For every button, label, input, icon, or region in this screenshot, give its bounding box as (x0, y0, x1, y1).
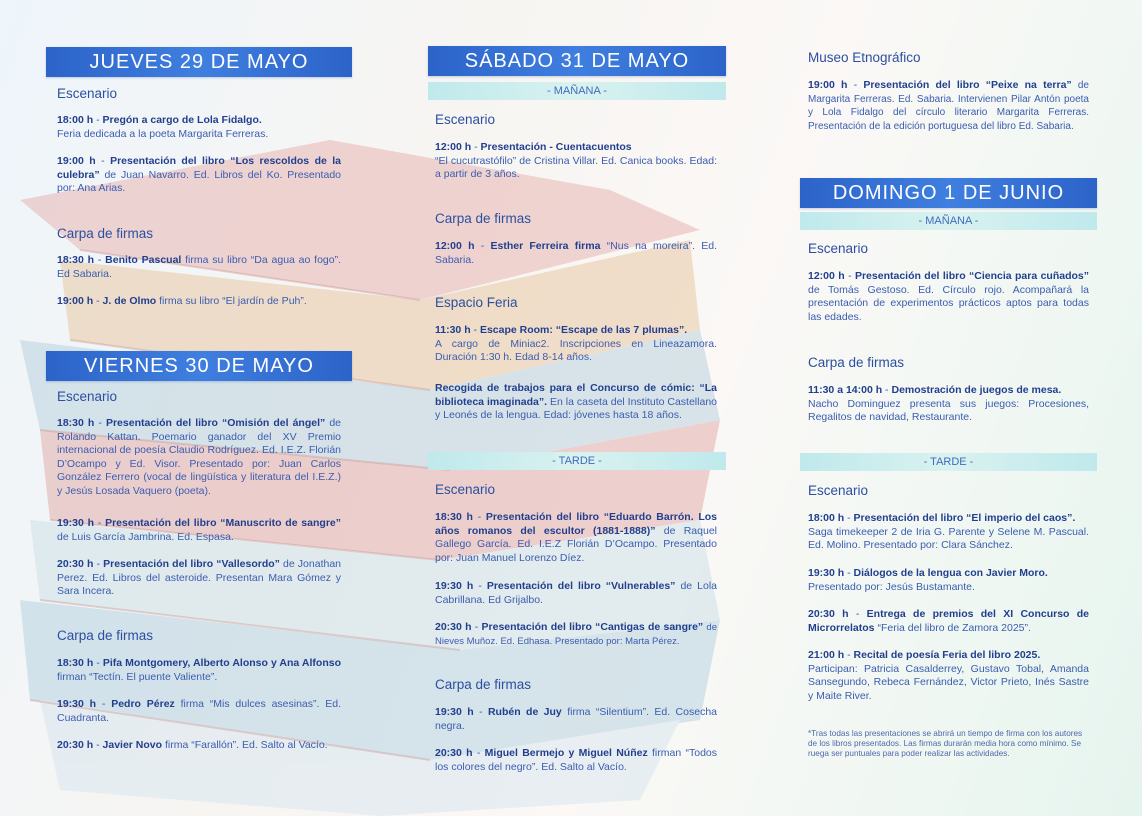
event-time: 11:30 h (435, 324, 471, 336)
event-entry: 12:00 h - Esther Ferreira firma “Nus na moreira”. Ed. Sabaria. (435, 240, 717, 266)
event-entry: 19:30 h - Presentación del libro “Manuscrito de sangre” de Luis García Jambrina. Ed. Espasa. (57, 517, 341, 543)
event-description: firma “Silentium”. Ed. Cosecha negra. (435, 706, 718, 732)
section-heading: Carpa de firmas (57, 628, 154, 643)
event-entry: 18:00 h - Presentación del libro “El imperio del caos”. Saga timekeeper 2 de Iria G. Parente y Selene M. Pascual. Ed. Molino. Presentado por: Clara Sánchez. (808, 512, 1089, 551)
event-time: 19:00 h (808, 79, 848, 91)
event-title: Pregón a cargo de Lola Fidalgo. (102, 114, 262, 126)
event-title: Presentación - Cuentacuentos (480, 141, 632, 153)
event-entry: 18:30 h - Presentación del libro “Omisión del ángel” de Rolando Kattan. Poemario ganador del XV Premio internacional de poesía Claudio Rodríguez. Ed. I.E.Z. Florián D’Ocampo y Ed. Visor. Presentado por: Juan Carlos González Ferrero (vocal de lingüística y literatura del I.E.Z.) y Jesús Losada Vaquero (poeta). (57, 417, 341, 497)
event-time: 19:00 h (57, 295, 94, 307)
section-heading: Escenario (808, 483, 869, 498)
event-title: Demostración de juegos de mesa. (891, 384, 1062, 396)
event-time: 12:00 h (808, 270, 845, 282)
event-time: 12:00 h (435, 240, 475, 252)
section-heading: Escenario (435, 112, 496, 127)
event-time: 18:30 h (57, 657, 94, 669)
event-time: 19:30 h (57, 517, 95, 529)
event-description: de Raquel Gallego García. Ed. I.E.Z Florián D’Ocampo. Presentado por: Juan Manuel Lorenzo Díez. (435, 524, 718, 564)
event-title: Diálogos de la lengua con Javier Moro. (853, 567, 1048, 579)
event-description: firman “Todos los colores del negro”. Ed. Salto al Vacío. (435, 747, 717, 773)
event-entry: 20:30 h - Presentación del libro “Vallesordo” de Jonathan Perez. Ed. Libros del asteroide. Presentan Mara Gómez y Sara Incera. (57, 558, 342, 597)
event-title: Presentación del libro “Los rescoldos de la culebra” (57, 155, 342, 181)
event-time: 20:30 h (57, 558, 94, 570)
event-description: firman “Tectín. El puente Valiente”. (57, 670, 218, 683)
event-description: Nacho Dominguez presenta sus juegos: Procesiones, Regalitos de navidad, Restaurante. (808, 397, 1089, 423)
event-description: “Nus na moreira”. Ed. Sabaria. (435, 240, 717, 266)
event-time: 18:30 h (57, 417, 95, 429)
day-banner-thursday: JUEVES 29 DE MAYO (46, 47, 352, 77)
event-title: Presentación del libro “Peixe na terra” (863, 79, 1072, 91)
event-time: 20:30 h (57, 739, 94, 751)
event-time: 19:00 h (57, 155, 96, 167)
afternoon-banner: - TARDE - (428, 452, 726, 470)
event-description: de Jonathan Perez. Ed. Libros del asteroide. Presentan Mara Gómez y Sara Incera. (57, 558, 342, 597)
event-description: Presentado por: Jesús Bustamante. (808, 580, 975, 593)
event-title: Recital de poesía Feria del libro 2025. (853, 649, 1041, 661)
event-time: 21:00 h (808, 649, 845, 661)
event-entry: 12:00 h - Presentación del libro “Ciencia para cuñados” de Tomás Gestoso. Ed. Círculo rojo. Acompañará la presentación de experimentos prácticos aptos para todas las edades. (808, 270, 1090, 323)
event-title: Javier Novo (102, 739, 163, 751)
day-banner-saturday: SÁBADO 31 DE MAYO (428, 46, 726, 76)
event-title: Presentación del libro “El imperio del caos”. (853, 512, 1076, 524)
section-heading: Carpa de firmas (435, 677, 532, 692)
event-title: Presentación del libro “Ciencia para cuñados” (854, 270, 1090, 282)
event-title: Presentación del libro “Vulnerables” (486, 580, 676, 592)
event-time: 18:30 h (57, 254, 95, 266)
section-heading: Espacio Feria (435, 295, 518, 310)
section-heading: Carpa de firmas (57, 226, 154, 241)
event-time: 18:30 h (435, 511, 473, 523)
event-time: 20:30 h (435, 621, 472, 633)
event-entry: 19:30 h - Presentación del libro “Vulnerables” de Lola Cabrillana. Ed Grijalbo. (435, 580, 718, 606)
event-title: Recogida de trabajos para el Concurso de cómic: “La biblioteca imaginada”. (435, 382, 717, 408)
event-description: de Margarita Ferreras. Ed. Sabaria. Intervienen Pilar Antón poeta y Lola Fidalgo del círculo literario Margarita Ferreras. Presentación de la edición portuguesa del libro Ed. Sabaria. (808, 80, 1089, 132)
event-time: 20:30 h (808, 608, 849, 620)
event-entry: 19:30 h - Diálogos de la lengua con Javier Moro. Presentado por: Jesús Bustamante. (808, 567, 1048, 593)
event-description: de Tomás Gestoso. Ed. Círculo rojo. Acompañará la presentación de experimentos prácticos aptos para todas las edades. (808, 283, 1089, 323)
afternoon-banner: - TARDE - (800, 453, 1097, 471)
event-entry: 18:30 h - Benito Pascual firma su libro “Da agua ao fogo”. Ed Sabaria. (57, 254, 341, 280)
event-entry (435, 382, 717, 423)
event-title: Pifa Montgomery, Alberto Alonso y Ana Alfonso (102, 657, 341, 669)
event-time: 18:00 h (808, 512, 845, 524)
event-entry: 19:30 h - Rubén de Juy firma “Silentium”. Ed. Cosecha negra. (435, 706, 718, 732)
day-banner-friday: VIERNES 30 DE MAYO (46, 351, 352, 381)
event-time: 12:00 h (435, 141, 472, 153)
event-description: “El cucutrastófilo” de Cristina Villar. Ed. Canica books. Edad: a partir de 3 años. (435, 154, 717, 180)
event-description: Participan: Patricia Casalderrey, Gustavo Tobal, Amanda Sansegundo, Rebeca Fernández, Victor Prieto, Inés Sastre y Maite River. (808, 662, 1089, 702)
event-title: Benito Pascual (105, 254, 182, 266)
morning-banner: - MAÑANA - (428, 82, 726, 100)
event-title: Escape Room: “Escape de las 7 plumas”. (479, 324, 688, 336)
event-title: Presentación del libro “Cantigas de sangre” (481, 621, 704, 633)
event-entry: 20:30 h - Presentación del libro “Cantigas de sangre” de Nieves Muñoz. Ed. Edhasa. Presentado por: Marta Pérez. (435, 621, 717, 647)
event-title: Esther Ferreira firma (490, 240, 601, 252)
event-entry: 21:00 h - Recital de poesía Feria del libro 2025. Participan: Patricia Casalderrey, Gustavo Tobal, Amanda Sansegundo, Rebeca Fernández, Victor Prieto, Inés Sastre y Maite River. (808, 649, 1089, 702)
event-entry: 11:30 h - Escape Room: “Escape de las 7 plumas”. A cargo de Miniac2. Inscripciones en Lineazamora. Duración 1:30 h. Edad 8-14 años. (435, 324, 717, 363)
event-entry: 19:00 h - Presentación del libro “Los rescoldos de la culebra” de Juan Navarro. Ed. Libros del Ko. Presentado por: Ana Arias. (57, 155, 342, 194)
event-title: J. de Olmo (102, 295, 157, 307)
event-entry: 20:30 h - Javier Novo firma “Farallón”. Ed. Salto al Vacío. (57, 739, 328, 751)
morning-banner: - MAÑANA - (800, 212, 1097, 230)
event-description: firma “Farallón”. Ed. Salto al Vacío. (164, 739, 328, 751)
footnote: *Tras todas las presentaciones se abrirá un tiempo de firma con los autores de los libros presentados. Las firmas durarán media hora como mínimo. Se ruega ser puntuales para poder realizar las actividades. (808, 729, 1083, 758)
event-description: Feria dedicada a la poeta Margarita Ferreras. (57, 127, 269, 140)
section-heading: Escenario (57, 86, 118, 101)
event-time: 19:30 h (808, 567, 845, 579)
section-heading: Carpa de firmas (808, 355, 905, 370)
event-description: de Lola Cabrillana. Ed Grijalbo. (435, 580, 718, 606)
event-entry: 20:30 h - Miguel Bermejo y Miguel Núñez firman “Todos los colores del negro”. Ed. Salto al Vacío. (435, 747, 717, 773)
event-description: Saga timekeeper 2 de Iria G. Parente y Selene M. Pascual. Ed. Molino. Presentado por: Clara Sánchez. (808, 525, 1089, 551)
event-description: de Luis García Jambrina. Ed. Espasa. (57, 530, 234, 543)
event-time: 19:30 h (435, 706, 474, 718)
event-title: Presentación del libro “Omisión del ángel” (105, 417, 326, 429)
event-description: firma su libro “El jardín de Puh”. (159, 295, 307, 307)
event-description: firma su libro “Da agua ao fogo”. Ed Sabaria. (57, 254, 341, 280)
section-heading: Escenario (57, 389, 118, 404)
event-description: de Rolando Kattan. Poemario ganador del XV Premio internacional de poesía Claudio Rodríguez. Ed. I.E.Z. Florián D’Ocampo y Ed. Visor. Presentado por: Juan Carlos González Ferrero (vocal de lingüística y literatura del I.E.Z.) y Jesús Losada Vaquero (poeta). (57, 417, 341, 497)
event-description: firma “Mis dulces asesinas”. Ed. Cuadranta. (57, 698, 341, 724)
section-heading: Carpa de firmas (435, 211, 532, 226)
event-entry: 18:30 h - Presentación del libro “Eduardo Barrón. Los años romanos del escultor (1881-1888)” de Raquel Gallego García. Ed. I.E.Z Florián D’Ocampo. Presentado por: Juan Manuel Lorenzo Díez. (435, 511, 718, 564)
event-entry: 19:30 h - Pedro Pérez firma “Mis dulces asesinas”. Ed. Cuadranta. (57, 698, 341, 724)
event-time: 19:30 h (57, 698, 97, 710)
section-heading: Escenario (808, 241, 869, 256)
event-title: Rubén de Juy (487, 706, 562, 718)
section-heading: Museo Etnográfico (808, 50, 921, 65)
event-title: Presentación del libro “Vallesordo” (103, 558, 280, 570)
event-title: Presentación del libro “Eduardo Barrón. Los años romanos del escultor (1881-1888)” (435, 511, 717, 537)
event-time: 11:30 a 14:00 h (808, 384, 883, 396)
event-time: 18:00 h (57, 114, 94, 126)
event-time: 20:30 h (435, 747, 473, 759)
event-entry: 11:30 a 14:00 h - Demostración de juegos de mesa. Nacho Dominguez presenta sus juegos: Procesiones, Regalitos de navidad, Restaurante. (808, 384, 1089, 423)
event-entry: 18:30 h - Pifa Montgomery, Alberto Alonso y Ana Alfonso firman “Tectín. El puente Valiente”. (57, 657, 341, 683)
event-entry: 18:00 h - Pregón a cargo de Lola Fidalgo. Feria dedicada a la poeta Margarita Ferreras. (57, 114, 269, 140)
event-title: Entrega de premios del XI Concurso de Microrrelatos (808, 608, 1089, 634)
event-title: Pedro Pérez (111, 698, 175, 710)
event-entry: 19:00 h - Presentación del libro “Peixe na terra” de Margarita Ferreras. Ed. Sabaria. Intervienen Pilar Antón poeta y Lola Fidalgo del círculo literario Margarita Ferreras. Presentación de la edición portuguesa del libro Ed. Sabaria. (808, 79, 1089, 132)
event-description: A cargo de Miniac2. Inscripciones en Lineazamora. Duración 1:30 h. Edad 8-14 años. (435, 337, 717, 363)
day-banner-sunday: DOMINGO 1 DE JUNIO (800, 178, 1097, 208)
event-title: Presentación del libro “Manuscrito de sangre” (105, 517, 341, 529)
event-title: Miguel Bermejo y Miguel Núñez (484, 747, 648, 759)
event-description: “Feria del libro de Zamora 2025”. (877, 621, 1031, 634)
event-entry: 12:00 h - Presentación - Cuentacuentos “El cucutrastófilo” de Cristina Villar. Ed. Canica books. Edad: a partir de 3 años. (435, 141, 717, 180)
event-entry: 19:00 h - J. de Olmo firma su libro “El jardín de Puh”. (57, 295, 307, 307)
event-time: 19:30 h (435, 580, 474, 592)
event-description: de Nieves Muñoz. Ed. Edhasa. Presentado por: Marta Pérez. (435, 622, 717, 647)
event-entry: 20:30 h - Entrega de premios del XI Concurso de Microrrelatos “Feria del libro de Zamora 2025”. (808, 608, 1089, 634)
event-description: de Juan Navarro. Ed. Libros del Ko. Presentado por: Ana Arias. (57, 168, 341, 194)
event-description: En la caseta del Instituto Castellano y Leonés de la lengua. Edad: jóvenes hasta 18 años. (435, 395, 717, 421)
section-heading: Escenario (435, 482, 496, 497)
